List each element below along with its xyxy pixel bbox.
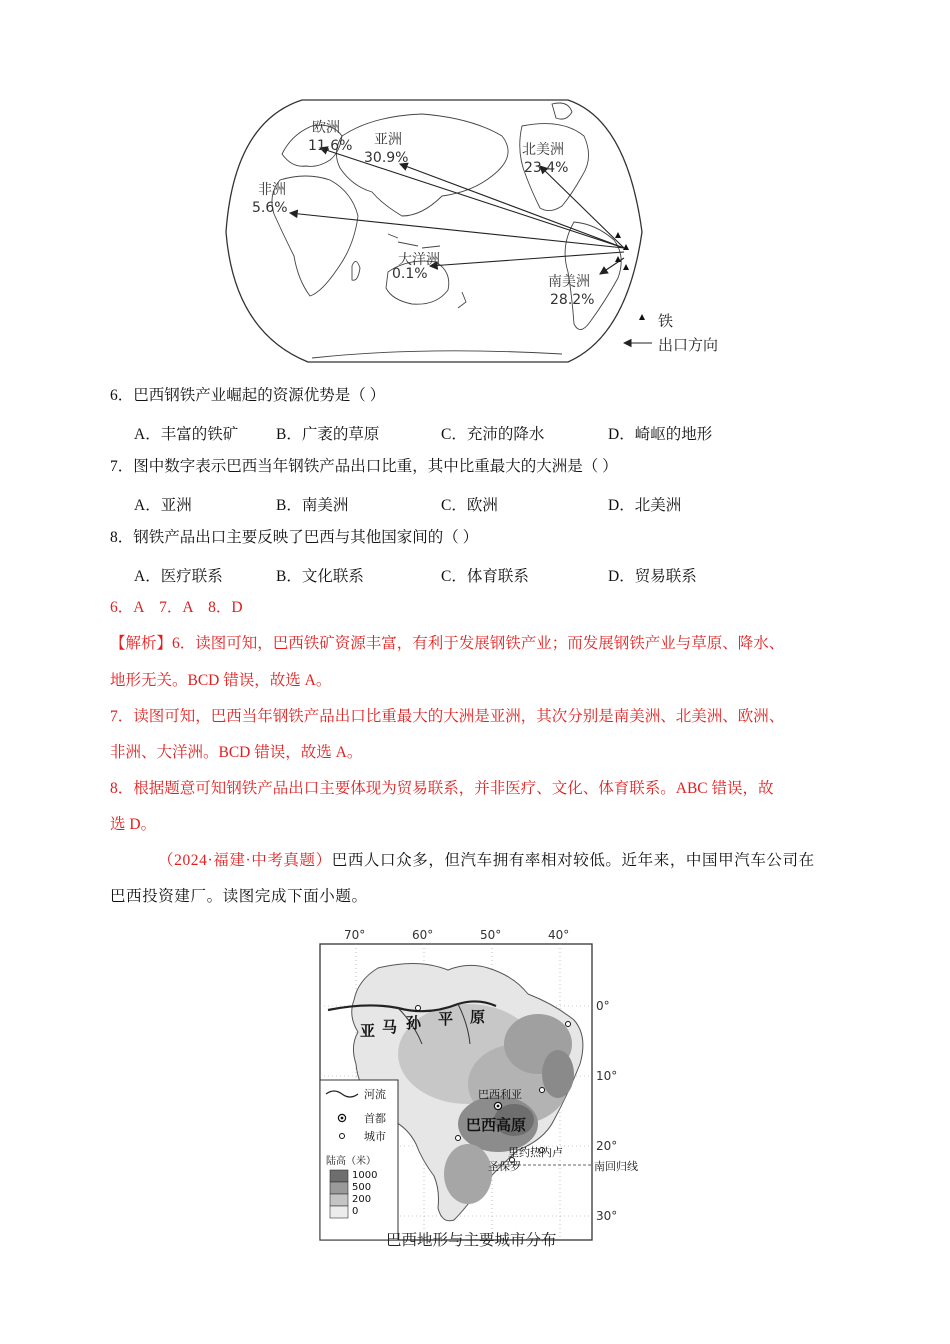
brazil-map-figure xyxy=(318,924,640,1250)
analysis-line-6: 选 D。 xyxy=(110,816,157,833)
lon-50: 50° xyxy=(480,928,502,942)
south-america-pct: 28.2% xyxy=(550,292,595,308)
analysis-line-2: 地形无关。BCD 错误，故选 A。 xyxy=(110,672,332,689)
lat-0: 0° xyxy=(596,999,610,1013)
q8-option-a: A．医疗联系 xyxy=(134,568,223,585)
analysis-line-4: 非洲、大洋洲。BCD 错误，故选 A。 xyxy=(110,744,363,761)
tropic-label: 南回归线 xyxy=(594,1160,638,1173)
oceania-label: 大洋洲 xyxy=(398,252,440,268)
amazon-char-4: 平 xyxy=(438,1010,454,1028)
question-6-stem: 6．巴西钢铁产业崛起的资源优势是（ ） xyxy=(110,387,386,404)
legend-river: 河流 xyxy=(364,1088,386,1101)
north-america-pct: 23.4% xyxy=(524,160,569,176)
brasilia-label: 巴西利亚 xyxy=(478,1088,522,1101)
oceania-pct: 0.1% xyxy=(392,266,428,282)
arrow-africa xyxy=(290,213,624,248)
lon-70: 70° xyxy=(344,928,366,942)
answer-key: 6．A 7．A 8．D xyxy=(110,599,243,616)
intro-source: （2024·福建·中考真题） xyxy=(158,852,332,869)
arrow-asia xyxy=(400,164,624,248)
brazil-map-caption: 巴西地形与主要城市分布 xyxy=(386,1231,557,1249)
map1-legend xyxy=(624,312,718,354)
q7-option-c: C．欧洲 xyxy=(441,497,498,514)
q7-option-b: B．南美洲 xyxy=(276,497,349,514)
world-map-svg xyxy=(222,96,742,366)
amazon-char-2: 马 xyxy=(382,1018,398,1036)
legend-elev-200: 200 xyxy=(352,1194,372,1205)
lat-10: 10° xyxy=(596,1069,618,1083)
city-legend-icon xyxy=(340,1134,345,1139)
lon-60: 60° xyxy=(412,928,434,942)
south-america-label: 南美洲 xyxy=(548,274,590,290)
arrow-north-america xyxy=(540,166,624,248)
analysis-line-1 xyxy=(110,634,784,654)
intro-line-1 xyxy=(158,851,815,871)
legend-elev-1000: 1000 xyxy=(352,1170,378,1181)
africa-pct: 5.6% xyxy=(252,200,288,216)
intro-text-1: 巴西人口众多，但汽车拥有率相对较低。近年来，中国甲汽车公司在 xyxy=(331,852,815,869)
export-map-figure xyxy=(222,96,742,366)
plateau-label: 巴西高原 xyxy=(466,1116,527,1134)
iron-deposit-markers xyxy=(615,232,629,270)
lat-30: 30° xyxy=(596,1209,618,1223)
saopaulo-label: 圣保罗 xyxy=(488,1160,521,1173)
legend-iron: 铁 xyxy=(658,312,674,330)
q6-option-d: D．崎岖的地形 xyxy=(608,426,713,443)
q8-option-b: B．文化联系 xyxy=(276,568,364,585)
q8-option-d: D．贸易联系 xyxy=(608,568,697,585)
legend-export: 出口方向 xyxy=(658,336,719,354)
lat-20: 20° xyxy=(596,1139,618,1153)
q6-option-b: B．广袤的草原 xyxy=(276,426,380,443)
analysis-line-3: 7．读图可知，巴西当年钢铁产品出口比重最大的大洲是亚洲，其次分别是南美洲、北美洲、欧洲、 xyxy=(110,708,785,725)
amazon-char-3: 孙 xyxy=(406,1014,422,1032)
arrow-south-america xyxy=(600,258,624,274)
rio-label: 里约热内卢 xyxy=(508,1146,563,1159)
analysis-line-5: 8．根据题意可知钢铁产品出口主要体现为贸易联系，并非医疗、文化、体育联系。ABC 错误，故 xyxy=(110,780,774,797)
amazon-char-5: 原 xyxy=(470,1008,486,1026)
legend-elev-500: 500 xyxy=(352,1182,372,1193)
q8-option-c: C．体育联系 xyxy=(441,568,529,585)
legend-elev-0: 0 xyxy=(352,1206,359,1217)
export-arrows xyxy=(290,148,624,274)
europe-label: 欧洲 xyxy=(312,120,340,136)
asia-pct: 30.9% xyxy=(364,150,409,166)
brazil-map-svg xyxy=(318,924,640,1250)
analysis-tag: 【解析】 xyxy=(110,635,173,652)
north-america-label: 北美洲 xyxy=(522,142,564,158)
q6-option-c: C．充沛的降水 xyxy=(441,426,545,443)
intro-line-2: 巴西投资建厂。读图完成下面小题。 xyxy=(110,888,368,905)
asia-label: 亚洲 xyxy=(374,132,402,148)
question-8-stem: 8．钢铁产品出口主要反映了巴西与其他国家间的（ ） xyxy=(110,529,479,546)
q7-option-a: A．亚洲 xyxy=(134,497,192,514)
legend-city: 城市 xyxy=(364,1130,386,1143)
q7-option-d: D．北美洲 xyxy=(608,497,682,514)
map2-legend xyxy=(320,1080,398,1240)
africa-label: 非洲 xyxy=(258,182,286,198)
iron-legend-icon xyxy=(639,314,645,320)
lon-40: 40° xyxy=(548,928,570,942)
europe-pct: 11.6% xyxy=(308,138,353,154)
question-7-stem: 7．图中数字表示巴西当年钢铁产品出口比重，其中比重最大的大洲是（ ） xyxy=(110,458,618,475)
arrow-oceania xyxy=(430,252,624,266)
amazon-char-1: 亚 xyxy=(360,1022,376,1040)
legend-capital: 首都 xyxy=(364,1112,386,1125)
analysis-text-1: 6．读图可知，巴西铁矿资源丰富，有利于发展钢铁产业；而发展钢铁产业与草原、降水、 xyxy=(172,635,785,652)
legend-elev-title: 陆高（米） xyxy=(326,1156,376,1167)
q6-option-a: A．丰富的铁矿 xyxy=(134,426,239,443)
